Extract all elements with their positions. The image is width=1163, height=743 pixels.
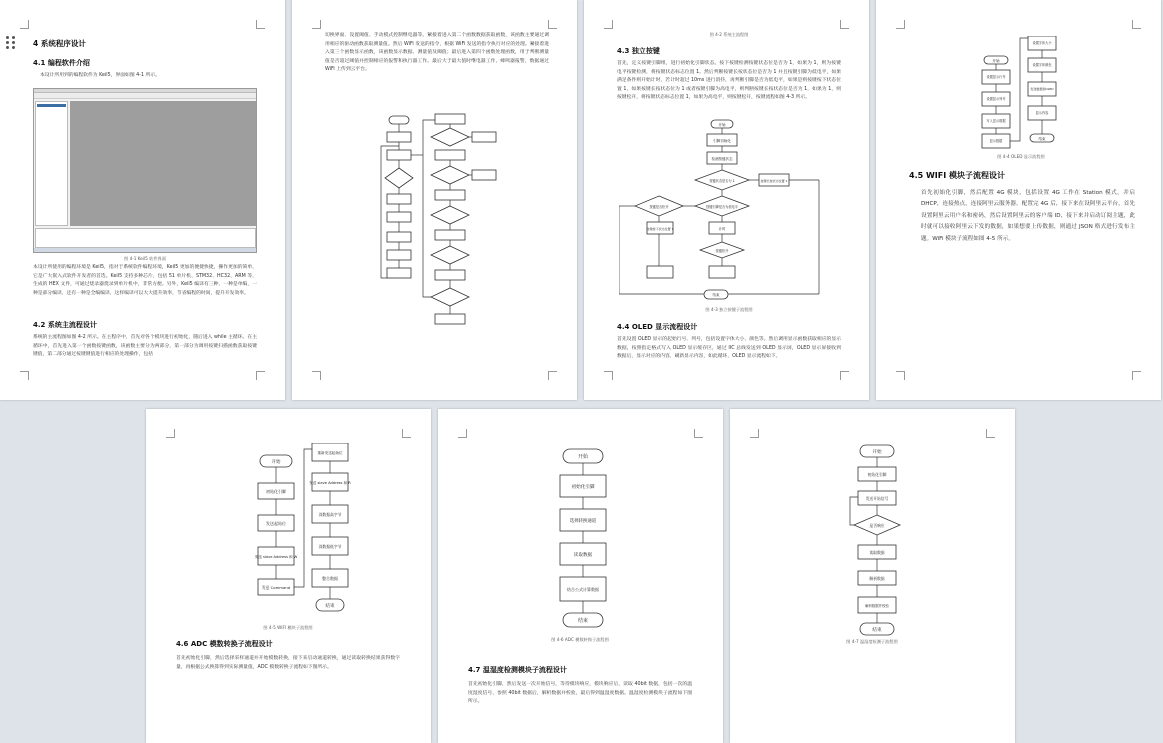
paragraph: 本设计所用到的编程软件为 Keil5，界面如图 4-1 所示。: [40, 73, 160, 78]
crop-mark: [458, 429, 467, 438]
flow-node-text: 解析数据: [869, 576, 885, 581]
paragraph: 首先初始化引脚，然后选择采样通道并开始模数转换，接下来启动通道转换，通过读取转换结果获得数字量，再根据公式换算得到实际测量值，ADC 模数转换子流程如下图所示。: [176, 656, 400, 670]
chapter-heading: 4 系统程序设计: [33, 39, 86, 48]
flow-node-text: 计时: [718, 227, 726, 231]
flow-node-text: 按键引脚是否为低电平: [706, 205, 738, 209]
figure-caption: 图 4-6 ADC 模数转换子流程图: [551, 637, 609, 642]
ide-screenshot: [33, 88, 257, 253]
flow-node-text: 按键是否松开: [649, 205, 669, 209]
document-page-6: [438, 409, 723, 743]
flow-node-text: 结合公式计算数据: [567, 587, 599, 592]
crop-mark: [256, 20, 265, 29]
flow-node-text: 发送开始信号: [865, 496, 889, 501]
flow-node-text: 按键长按状态位置 1: [760, 179, 788, 183]
section-heading: 4.3 独立按键: [617, 47, 660, 55]
crop-mark: [402, 429, 411, 438]
flow-node-text: 设置字体颜色: [1032, 63, 1052, 67]
key-flowchart: [619, 118, 839, 304]
flow-node-text: 结束: [325, 604, 335, 609]
crop-mark: [20, 20, 29, 29]
document-page-1: [0, 0, 285, 400]
flow-node-text: 按键状态是否为 1: [709, 179, 735, 183]
flow-node-text: 检测按键状态: [711, 157, 733, 161]
section-heading: 4.2 系统主流程设计: [33, 321, 97, 329]
figure-caption: 图 4-1 Keil5 软件界面: [124, 256, 166, 261]
flow-node-text: 发送 slave Address 和 R: [309, 481, 351, 485]
document-page-3: [584, 0, 869, 400]
flow-node-text: 发送起始位: [266, 521, 286, 526]
crop-mark: [840, 20, 849, 29]
figure-caption: 图 4-7 温湿度检测子流程图: [846, 639, 898, 644]
section-heading: 4.6 ADC 模数转换子流程设计: [176, 640, 273, 648]
flow-node-text: 读数据高字节: [318, 512, 342, 517]
oled-flowchart: [954, 36, 1084, 151]
figure-caption: 图 4-3 独立按键子流程图: [705, 307, 753, 312]
flow-node-text: 选择转换通道: [569, 519, 597, 524]
section-heading: 4.1 编程软件介绍: [33, 59, 90, 67]
document-page-5: [146, 409, 431, 743]
flow-node-text: 设置显示行号: [986, 75, 1006, 79]
flow-node-text: 开始: [577, 454, 589, 460]
crop-mark: [256, 371, 265, 380]
main-flowchart: [377, 110, 507, 350]
flow-node-text: 是否响应: [869, 523, 885, 528]
figure-caption: 图 4-4 OLED 显示流程图: [997, 154, 1045, 159]
flow-node-text: 开始: [271, 460, 281, 465]
section-heading: 4.4 OLED 显示流程设计: [617, 323, 698, 331]
flow-node-text: 初始化引脚: [266, 489, 286, 494]
paragraph: 切换界面、设置阈值、手动模式控制继电器等。紧接着进入第二个函数数据获取函数，该函数主要通过调用相应的驱动函数获取测量值。然后 WiFi 发送的指令，根据 WiFi 发送的指令执行对应的处理。紧接着进入第三个函数显示函数，该函数显示数据、测量值及阈值；最后进入第四个函数处理函数，用于判断测量值是否超过阈值并控制相应的报警和执行器工作。最后大于最大值时继电器工作，蜂鸣器报警，数据通过 WiFi 上传到云平台。: [325, 33, 549, 73]
document-page-7: [730, 409, 1015, 743]
flow-node-text: 读数据低字节: [318, 544, 342, 549]
crop-mark: [1132, 20, 1141, 29]
flow-node-text: 重新发送起始位: [317, 451, 343, 455]
drag-handle-icon[interactable]: [6, 36, 18, 48]
flow-node-text: 开始: [718, 123, 726, 127]
flow-node-text: 按键松开: [715, 249, 729, 253]
document-page-2: [292, 0, 577, 400]
flow-node-text: 整合数据: [322, 576, 338, 581]
figure-caption: 图 4-5 WIFI 模块子流程图: [263, 625, 313, 630]
flow-node-text: 发送数据到OLED: [1030, 87, 1054, 91]
flow-node-text: 发送 slave Address 和 W: [254, 555, 298, 559]
paragraph: 首先初始化引脚，然后发送一次开始信号，等待模块响应，模块响应后，读取 40bit 数据，包括一次的温度湿度信号，参照 40bit 数据后，解析数据并校验，最后得到温湿度数据。温湿度检测模块子流程如下图所示。: [468, 682, 692, 705]
section-heading: 4.5 WIFI 模块子流程设计: [909, 171, 1005, 180]
flow-node-text: 结束: [1038, 137, 1046, 141]
crop-mark: [694, 429, 703, 438]
flow-node-text: 开始: [992, 59, 1000, 63]
adc-flowchart: [548, 445, 618, 635]
flow-node-text: 结束: [577, 618, 589, 624]
flow-node-text: 发送 Command: [261, 585, 291, 590]
crop-mark: [20, 371, 29, 380]
crop-mark: [548, 20, 557, 29]
flow-node-text: 设置字体大小: [1032, 41, 1052, 45]
crop-mark: [750, 429, 759, 438]
paragraph: 本设计所使用的编程环境是 Keil5，指对于系统软件编程环境，Keil5 更加的便捷快捷，操作更加的简单，它是广大嵌入式软件开发者的首选。Keil5 支持多种芯片，包括 51 单片机、STM32、HC32、ARM 等，生成的 HEX 文件，可通过烧录器烧录到单片机中，非常方便。另外，Keil5 编译有三种，一种是单编，一种是部分编译，还有一种是全编编译，这样编译可以大大提升效率，节省编程的时间，提升开发效率。: [33, 265, 257, 296]
figure-caption: 图 4-2 系统主流程图: [709, 32, 749, 37]
humidity-flowchart: [848, 443, 908, 639]
crop-mark: [166, 429, 175, 438]
document-page-4: [876, 0, 1161, 400]
flow-node-text: 初始化引脚: [867, 472, 887, 477]
wifi-flowchart: [254, 443, 364, 623]
flow-node-text: 写入显示数据: [986, 119, 1006, 123]
flow-node-text: 引脚初始化: [713, 139, 731, 143]
crop-mark: [1132, 371, 1141, 380]
flow-node-text: 读取数据: [573, 553, 593, 558]
paragraph: 系统的主流程图如图 4-2 所示。在主程序中，首先对各个模块进行初始化，随后进入 while 主循环。在主循环中，首先进入第一个函数按键函数，该函数主要分为两部分，第一部分为调用按键扫描函数获取按键键值，第二部分通过按键键值进行相应的处理操作，包括: [33, 335, 257, 358]
paragraph: 首先，定义按键引脚组，进行初始化引脚状态。按下按键检测按键状态位是否为 1，如果为 1，则为按键电平按键检测，将按键状态标志位置 1。然后判断按键长按状态位是否为 1 并且按键引脚为低电平，如果满足条件则开始计时，若计时超过 10ms 进行消抖，再判断引脚是否为低电平，如果是则按键按下状态位置 1，如果按键长按状态位为 1 或者按键引脚为高电平，则判断按键长按状态位是否为 1，如果为 1，则按键松开，将按键状态标志位置 1，如果为高电平，则按键松开，按键流程如图 4-3 所示。: [617, 61, 841, 101]
crop-mark: [312, 20, 321, 29]
paragraph: 首先设置 OLED 显示的起始行号、列号，包括设置字体大小、颜色等。然后调用显示函数获取相应的显示数据，按照指定格式写入 OLED 显示缓存区，通过 IIC 总线发送到 OLED 显示屏，OLED 显示屏接收到数据后，显示对应的内容，刷新显示内容，如此循环，OLED 显示流程如下。: [617, 337, 841, 360]
crop-mark: [840, 371, 849, 380]
flow-node-text: 按键按下状态位置 1: [646, 227, 674, 231]
section-heading: 4.7 温湿度检测模块子流程设计: [468, 666, 567, 674]
crop-mark: [604, 371, 613, 380]
crop-mark: [604, 20, 613, 29]
flow-node-text: 显示内容: [1035, 111, 1049, 115]
paragraph: 首先初始化引脚，然后配置 4G 模块，包括设置 4G 工作在 Station 模式，并启 DHCP，连接热点，连接阿里云服务器。配置完 4G 后，接下来在设阿里云平台，首先设置阿里云用户名和密码，然后设置阿里云的客户端 ID，接下来并启动订阅主题，此时就可以接收阿里云下发的数据，如果想要上传数据，则通过 JSON 格式进行发布主题。WiFi 模块子流程如图 4-5 所示。: [921, 190, 1135, 242]
flow-node-text: 解析数据并校验: [865, 604, 889, 608]
crop-mark: [986, 429, 995, 438]
crop-mark: [312, 371, 321, 380]
flow-node-text: 结束: [712, 293, 720, 297]
flow-node-text: 读取数据: [869, 550, 885, 555]
crop-mark: [896, 371, 905, 380]
flow-node-text: 显示数据: [989, 139, 1003, 143]
flow-node-text: 开始: [872, 450, 882, 455]
flow-node-text: 结束: [872, 628, 882, 633]
crop-mark: [548, 371, 557, 380]
flow-node-text: 设置显示列号: [986, 97, 1006, 101]
crop-mark: [896, 20, 905, 29]
flow-node-text: 初始化引脚: [571, 485, 595, 490]
